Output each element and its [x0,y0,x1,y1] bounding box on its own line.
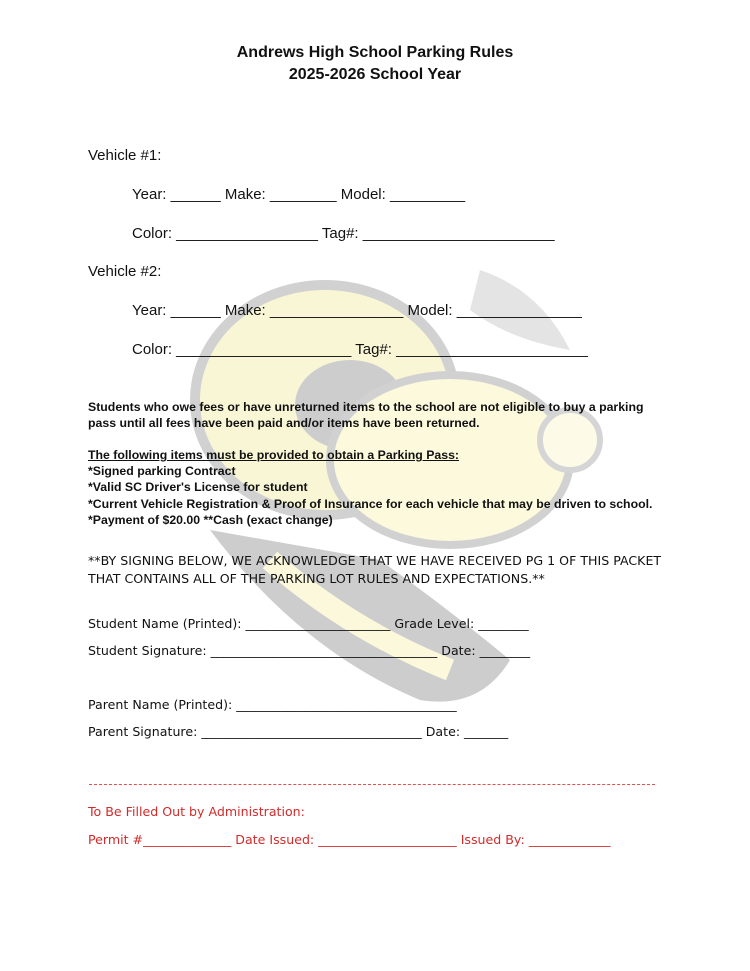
admin-permit-fields[interactable]: Permit #______________ Date Issued: ______________________ Issued By: _____________ [88,832,611,847]
requirement-item: *Valid SC Driver's License for student [88,480,308,494]
fees-notice-line-1: Students who owe fees or have unreturned items to the school are not eligible to buy a parking [88,400,644,414]
page-title: Andrews High School Parking Rules [236,44,514,61]
requirement-item: *Signed parking Contract [88,464,236,478]
admin-section-divider [89,784,655,785]
fees-notice-line-2: pass until all fees have been paid and/or items have been returned. [88,416,480,430]
requirement-item: *Current Vehicle Registration & Proof of Insurance for each vehicle that may be driven to school. [88,497,653,511]
vehicle-1-year-make-model[interactable]: Year: ______ Make: ________ Model: _________ [132,186,466,203]
student-signature-date-field[interactable]: Student Signature: ____________________________________ Date: ________ [88,643,530,658]
requirements-heading: The following items must be provided to obtain a Parking Pass: [88,448,460,462]
vehicle-2-year-make-model[interactable]: Year: ______ Make: ________________ Model: _______________ [132,302,582,319]
vehicle-1-label: Vehicle #1: [88,147,162,164]
vehicle-2-color-tag[interactable]: Color: _____________________ Tag#: _______________________ [132,341,588,358]
admin-heading: To Be Filled Out by Administration: [88,804,305,819]
vehicle-1-color-tag[interactable]: Color: _________________ Tag#: _______________________ [132,225,555,242]
acknowledgement-line-1: **BY SIGNING BELOW, WE ACKNOWLEDGE THAT WE HAVE RECEIVED PG 1 OF THIS PACKET [88,553,662,568]
student-name-grade-field[interactable]: Student Name (Printed): _______________________ Grade Level: ________ [88,616,529,631]
requirement-item: *Payment of $20.00 **Cash (exact change) [88,513,333,527]
school-year-subtitle: 2025-2026 School Year [288,66,462,83]
parent-signature-date-field[interactable]: Parent Signature: ___________________________________ Date: _______ [88,724,509,739]
vehicle-2-label: Vehicle #2: [88,263,162,280]
acknowledgement-line-2: THAT CONTAINS ALL OF THE PARKING LOT RULES AND EXPECTATIONS.** [88,571,545,586]
parent-name-field[interactable]: Parent Name (Printed): ___________________________________ [88,697,457,712]
